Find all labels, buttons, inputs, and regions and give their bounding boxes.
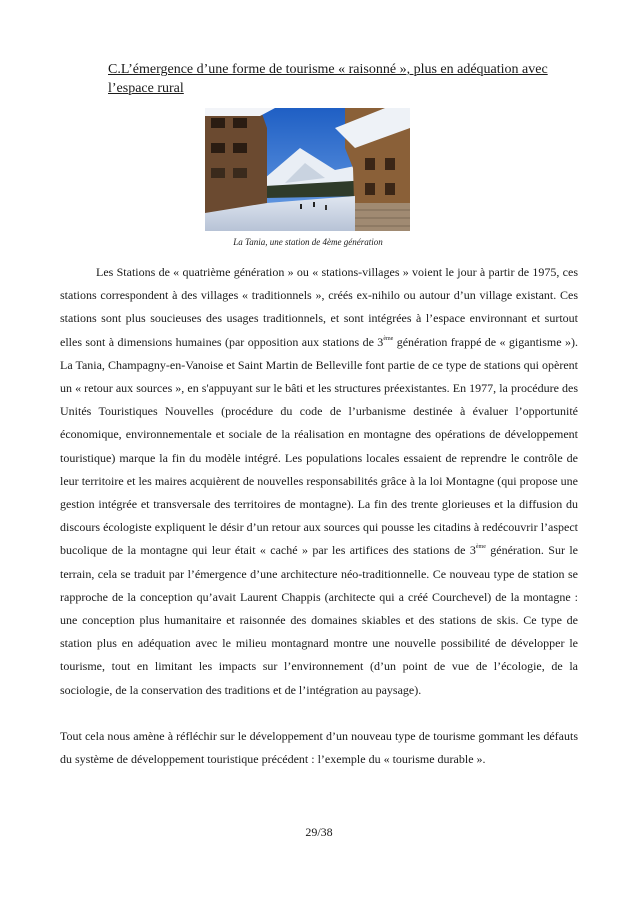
superscript: ème xyxy=(383,335,394,342)
superscript: ème xyxy=(475,544,486,551)
figure-caption: La Tania, une station de 4ème génération xyxy=(233,237,383,247)
body-text xyxy=(60,261,578,771)
ski-station-photo xyxy=(205,108,410,231)
page-number: 29/38 xyxy=(305,825,333,839)
paragraph-2: Tout cela nous amène à réfléchir sur le développement d’un nouveau type de tourisme gommant les défauts du système de développement touristique précédent : l’exemple du « tourisme durable ». xyxy=(60,728,578,767)
section-heading: C.L’émergence d’une forme de tourisme « raisonné », plus en adéquation avec l’espace rural xyxy=(108,62,548,96)
paragraph-1: Les Stations de « quatrième génération » ou « stations-villages » voient le jour à partir de 1975, ces stations correspondent à des villages « traditionnels », créés ex-nihilo ou autour d’un village existant. Ces stations sont plus soucieuses des usages traditionnels, et sont intégrées à l’espace environnant et surtout elles sont à dimensions humaines (par opposition aux stations de 3ème génération frappé de « gigantisme »). La Tania, Champagny-en-Vanoise et Saint Martin de Belleville font partie de ce type de stations qui opèrent un « retour aux sources », en s'appuyant sur le bâti et les structures préexistantes. En 1977, la procédure des Unités Touristiques Nouvelles (procédure du code de l’urbanisme destinée à évaluer l’opportunité économique, environnementale et sociale de la réalisation en montagne des opérations de développement touristique) marque la fin du modèle intégré. Les populations locales essaient de reprendre le contrôle de leur territoire et les maires acquièrent de nouvelles responsabilités grâce à la loi Montagne (qui propose une gestion intégrée et transversale des territoires de montagne). La fin des trente glorieuses et la diffusion du discours écologiste expliquent le désir d’un retour aux sources qui pousse les citadins à redécouvrir l’aspect bucolique de la montagne qui leur était « caché » par les artifices des stations de 3ème génération. Sur le terrain, cela se traduit par l’émergence d’une architecture néo-traditionnelle. Ce nouveau type de station se rapproche de la conception qu’avait Laurent Chappis (architecte qui a créé Courchevel) de la montagne : une conception plus humanitaire et raisonnée des domaines skiables et des stations de skis. Ce type de station plus en adéquation avec le milieu montagnard montre une nouvelle possibilité de développer le tourisme, tout en limitant les impacts sur l’environnement (d’un point de vue de l’écologie, de la sociologie, de la conservation des traditions et de l’intégration au paysage). xyxy=(60,265,578,697)
